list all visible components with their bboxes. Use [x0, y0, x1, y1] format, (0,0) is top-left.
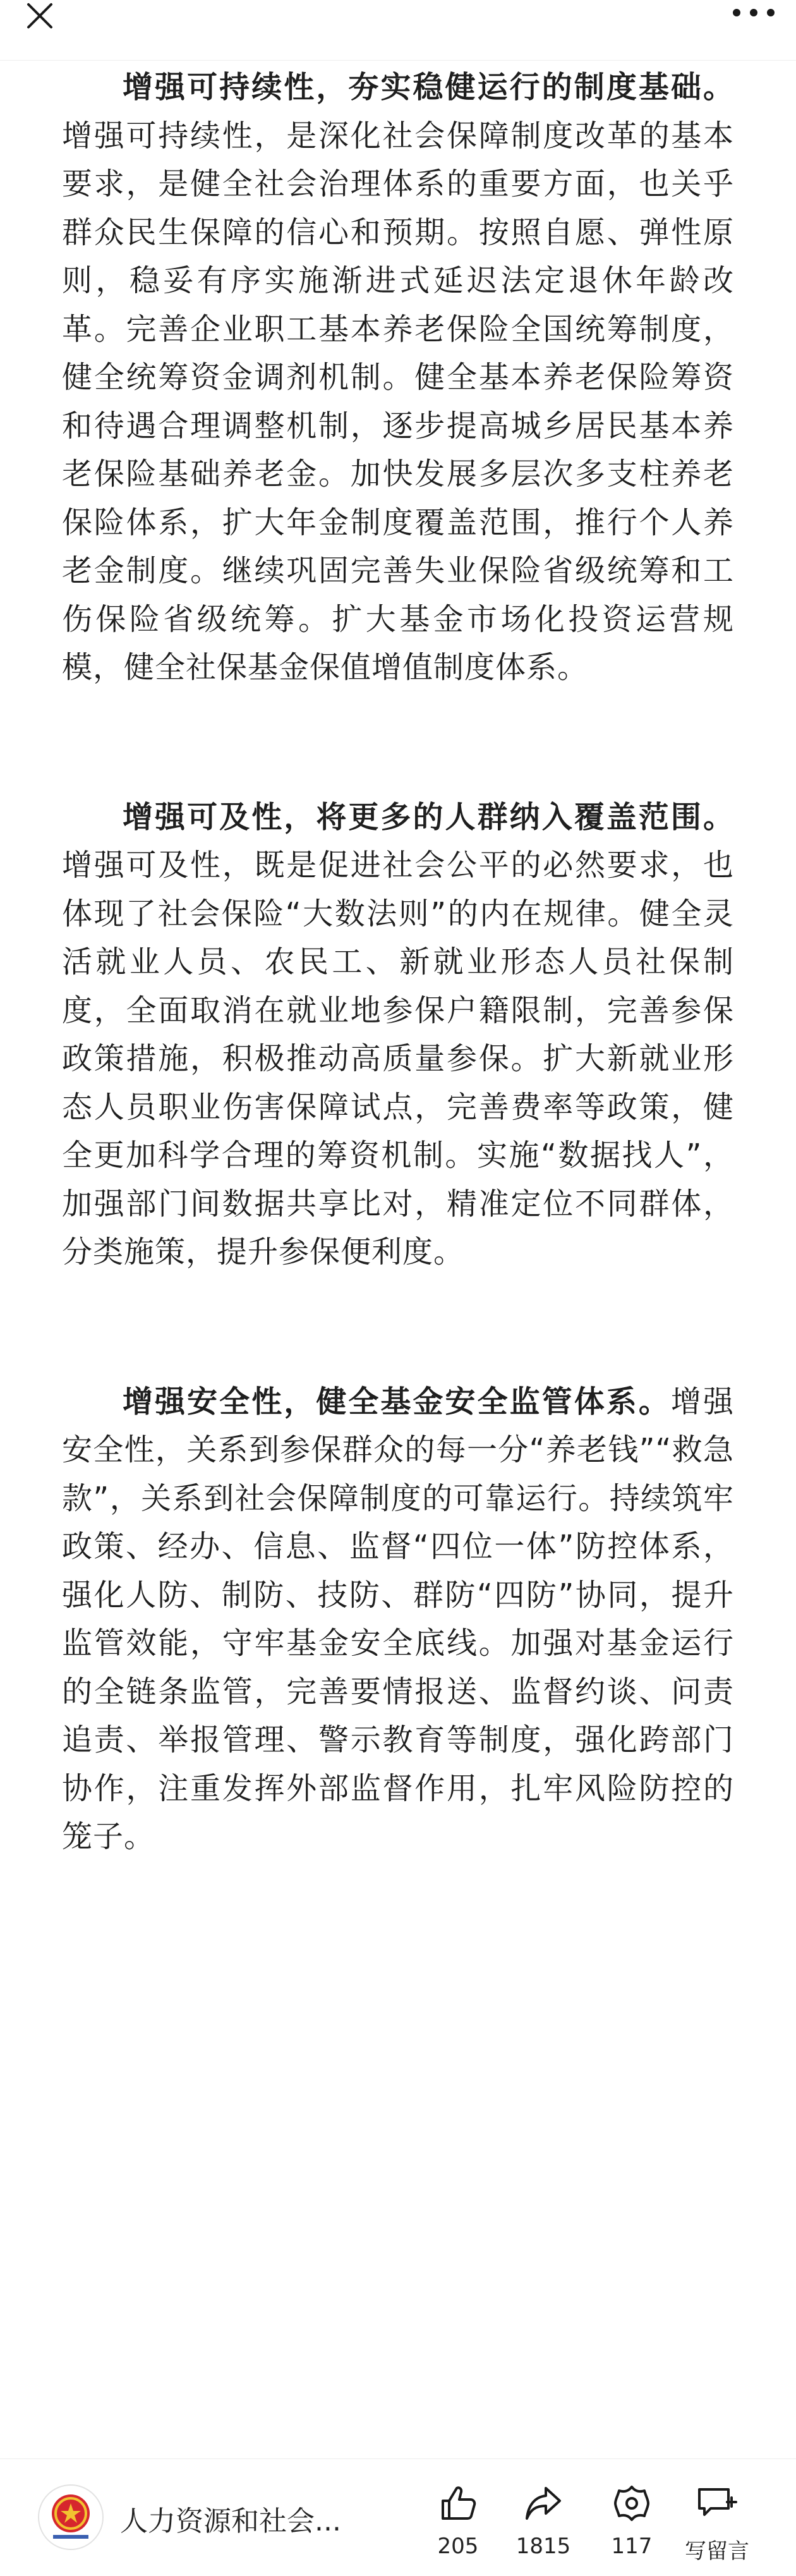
- paragraph-lead: 增强可及性，将更多的人群纳入覆盖范围。: [123, 799, 734, 835]
- paragraph-lead: 增强可持续性，夯实稳健运行的制度基础。: [123, 70, 734, 105]
- recommend-count: 117: [611, 2534, 653, 2559]
- article-paragraph: [62, 1378, 734, 1861]
- recommend-button[interactable]: [584, 2478, 679, 2559]
- paragraph-body: 增强可及性，既是促进社会公平的必然要求，也体现了社会保险“大数法则”的内在规律。健全灵活就业人员、农民工、新就业形态人员社保制度，全面取消在就业地参保户籍限制，完善参保政策措施，积极推动高质量参保。扩大新就业形态人员职业伤害保障试点，完善费率等政策，健全更加科学合理的筹资机制。实施“数据找人”，加强部门间数据共享比对，精准定位不同群体，分类施策，提升参保便利度。: [62, 848, 734, 1270]
- like-button[interactable]: [411, 2478, 505, 2559]
- comment-button[interactable]: [670, 2478, 764, 2565]
- bottom-bar: [0, 2458, 796, 2576]
- top-bar: [0, 0, 796, 61]
- paragraph-lead: 增强安全性，健全基金安全监管体系。: [123, 1383, 671, 1419]
- account-avatar[interactable]: [38, 2484, 104, 2550]
- article-paragraph: [62, 793, 734, 1277]
- like-count: 205: [437, 2534, 479, 2559]
- comment-icon: [696, 2483, 739, 2524]
- more-button[interactable]: [725, 0, 782, 25]
- national-emblem-icon: [39, 2486, 102, 2549]
- thumbs-up-icon: [438, 2483, 478, 2524]
- share-count: 1815: [516, 2534, 571, 2559]
- close-button[interactable]: [18, 0, 62, 32]
- paragraph-body: 增强安全性，关系到参保群众的每一分“养老钱”“救急款”，关系到社会保障制度的可靠运行。持续筑牢政策、经办、信息、监督“四位一体”防控体系，强化人防、制防、技防、群防“四防”协同，提升监管效能，守牢基金安全底线。加强对基金运行的全链条监管，完善要情报送、监督约谈、问责追责、举报管理、警示教育等制度，强化跨部门协作，注重发挥外部监督作用，扎牢风险防控的笼子。: [62, 1383, 734, 1854]
- comment-label: 写留言: [685, 2539, 749, 2564]
- paragraph-body: 增强可持续性，是深化社会保障制度改革的基本要求，是健全社会治理体系的重要方面，也关乎群众民生保障的信心和预期。按照自愿、弹性原则，稳妥有序实施渐进式延迟法定退休年龄改革。完善企业职工基本养老保险全国统筹制度，健全统筹资金调剂机制。健全基本养老保险筹资和待遇合理调整机制，逐步提高城乡居民基本养老保险基础养老金。加快发展多层次多支柱养老保险体系，扩大年金制度覆盖范围，推行个人养老金制度。继续巩固完善失业保险省级统筹和工伤保险省级统筹。扩大基金市场化投资运营规模，健全社保基金保值增值制度体系。: [62, 118, 734, 685]
- more-icon: [731, 7, 776, 18]
- account-name[interactable]: 人力资源和社会...: [120, 2505, 341, 2537]
- article-paragraph: [62, 63, 734, 692]
- share-icon: [523, 2483, 564, 2524]
- share-button[interactable]: [496, 2478, 591, 2559]
- close-icon: [25, 1, 55, 31]
- article-body: [62, 63, 734, 1962]
- recommend-icon: [612, 2483, 652, 2524]
